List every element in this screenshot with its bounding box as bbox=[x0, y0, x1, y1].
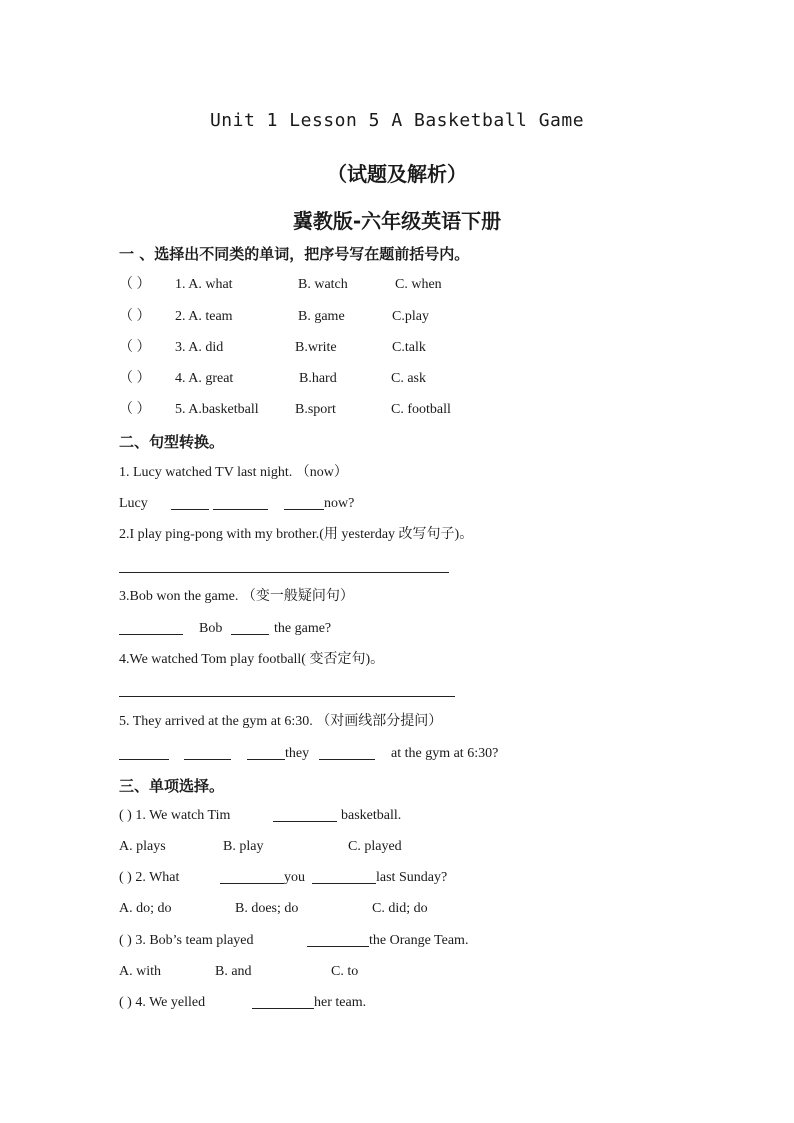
option-b: B. play bbox=[223, 839, 264, 854]
option-a: 5. A.basketball bbox=[175, 402, 259, 417]
question-text: the Orange Team. bbox=[369, 933, 469, 948]
section3-heading: 三、单项选择。 bbox=[119, 777, 225, 795]
option-b: B. does; do bbox=[235, 901, 299, 916]
s3-options-2 bbox=[119, 900, 519, 918]
option-c: C. did; do bbox=[372, 901, 428, 916]
section1-heading: 一 、选择出不同类的单词，把序号写在题前括号内。 bbox=[119, 245, 470, 263]
option-a: 4. A. great bbox=[175, 371, 234, 386]
s1-question-3 bbox=[119, 339, 679, 357]
textbook-label: 冀教版-六年级英语下册 bbox=[292, 209, 502, 233]
answer-bracket: （ ） bbox=[119, 277, 151, 292]
question-text: basketball. bbox=[341, 808, 402, 823]
question-text: you bbox=[284, 870, 305, 885]
question-text: ( ) 1. We watch Tim bbox=[119, 808, 231, 823]
option-b: B. and bbox=[215, 964, 252, 979]
blank[interactable] bbox=[220, 869, 284, 884]
blank[interactable] bbox=[284, 495, 324, 510]
answer-line[interactable] bbox=[119, 572, 449, 573]
question-text: ( ) 3. Bob’s team played bbox=[119, 933, 254, 948]
option-a: A. do; do bbox=[119, 901, 172, 916]
option-a: 2. A. team bbox=[175, 309, 233, 324]
blank[interactable] bbox=[252, 994, 314, 1009]
option-b: B.sport bbox=[295, 402, 336, 417]
s3-options-3 bbox=[119, 963, 519, 981]
answer-bracket: （ ） bbox=[119, 402, 151, 417]
s2-answer-3 bbox=[119, 620, 419, 638]
blank[interactable] bbox=[119, 745, 169, 760]
option-a: A. plays bbox=[119, 839, 166, 854]
blank[interactable] bbox=[119, 620, 183, 635]
answer-bracket: （ ） bbox=[119, 340, 151, 355]
s2-question-3: 3.Bob won the game. （变一般疑问句） bbox=[119, 589, 354, 604]
question-text: last Sunday? bbox=[376, 870, 448, 885]
s1-question-4 bbox=[119, 370, 679, 388]
answer-word: at the gym at 6:30? bbox=[391, 746, 499, 761]
s1-question-1 bbox=[119, 276, 679, 294]
option-b: B. game bbox=[298, 309, 345, 324]
s3-question-4 bbox=[119, 994, 519, 1012]
answer-word: Lucy bbox=[119, 496, 148, 511]
blank[interactable] bbox=[231, 620, 269, 635]
blank[interactable] bbox=[312, 869, 376, 884]
s2-question-4: 4.We watched Tom play football( 变否定句)。 bbox=[119, 652, 385, 667]
answer-word: Bob bbox=[199, 621, 223, 636]
answer-word: now? bbox=[324, 496, 355, 511]
blank[interactable] bbox=[247, 745, 285, 760]
s3-question-1 bbox=[119, 807, 519, 825]
page-subtitle: （试题及解析） bbox=[327, 162, 467, 186]
section2-heading: 二、句型转换。 bbox=[119, 433, 225, 451]
blank[interactable] bbox=[171, 495, 209, 510]
option-a: 3. A. did bbox=[175, 340, 224, 355]
answer-line[interactable] bbox=[119, 696, 455, 697]
option-b: B.hard bbox=[299, 371, 337, 386]
s2-question-1: 1. Lucy watched TV last night. （now） bbox=[119, 465, 348, 480]
option-a: 1. A. what bbox=[175, 277, 233, 292]
s2-question-5: 5. They arrived at the gym at 6:30. （对画线部分提问） bbox=[119, 714, 443, 729]
s3-question-2 bbox=[119, 869, 519, 887]
option-c: C. football bbox=[391, 402, 451, 417]
blank[interactable] bbox=[184, 745, 231, 760]
blank[interactable] bbox=[319, 745, 375, 760]
s1-question-5 bbox=[119, 401, 679, 419]
s1-question-2 bbox=[119, 308, 679, 326]
answer-bracket: （ ） bbox=[119, 309, 151, 324]
option-b: B. watch bbox=[298, 277, 348, 292]
answer-word: they bbox=[285, 746, 310, 761]
question-text: ( ) 4. We yelled bbox=[119, 995, 206, 1010]
answer-bracket: （ ） bbox=[119, 371, 151, 386]
option-c: C. when bbox=[395, 277, 442, 292]
option-c: C. to bbox=[331, 964, 359, 979]
blank[interactable] bbox=[273, 807, 337, 822]
option-b: B.write bbox=[295, 340, 337, 355]
blank[interactable] bbox=[213, 495, 268, 510]
option-a: A. with bbox=[119, 964, 161, 979]
s3-question-3 bbox=[119, 932, 519, 950]
blank[interactable] bbox=[307, 932, 369, 947]
s3-options-1 bbox=[119, 838, 519, 856]
question-text: her team. bbox=[314, 995, 367, 1010]
s2-answer-1 bbox=[119, 495, 419, 513]
page-title: Unit 1 Lesson 5 A Basketball Game bbox=[209, 110, 585, 131]
option-c: C.talk bbox=[392, 340, 426, 355]
s2-answer-5 bbox=[119, 745, 539, 763]
answer-word: the game? bbox=[274, 621, 332, 636]
option-c: C.play bbox=[392, 309, 429, 324]
s2-question-2: 2.I play ping-pong with my brother.(用 yesterday 改写句子)。 bbox=[119, 527, 474, 542]
option-c: C. played bbox=[348, 839, 402, 854]
question-text: ( ) 2. What bbox=[119, 870, 180, 885]
option-c: C. ask bbox=[391, 371, 426, 386]
